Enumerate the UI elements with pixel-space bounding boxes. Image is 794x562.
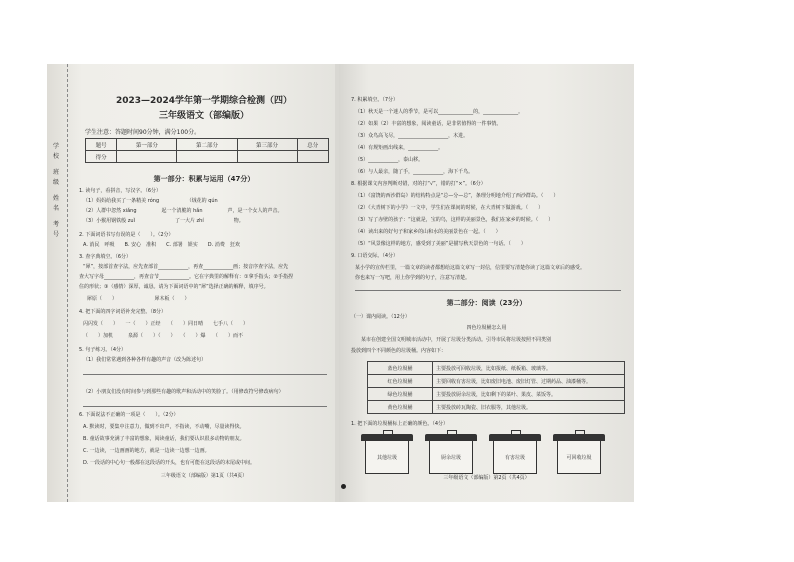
question-line: 查大写字母____________，再查音节____________。它在字典里的解释有：①拿手指头；②手指捏 bbox=[79, 274, 293, 280]
question-line: 8. 根据课文内容判断对错，对的打“√”，错的打“×”。（6分） bbox=[351, 181, 486, 187]
answer-line bbox=[355, 290, 621, 291]
question-line: （3）写了赤壁的孩子：“这就是，宝的鸟，这样的美丽景色，我们在家乡的时候。（ ） bbox=[355, 217, 554, 223]
binding-strip bbox=[47, 64, 73, 502]
page-footer: 三年级语文（部编版）第2页（共4页） bbox=[443, 475, 530, 481]
question-line: 3. 查字典填空。（6分） bbox=[79, 254, 132, 260]
answer-line bbox=[83, 374, 327, 375]
question-line: （5）“风景像这样的地方，感受到了美丽”是描写秋天景色的一句话。（ ） bbox=[355, 241, 526, 247]
score-header: 第三部分 bbox=[237, 139, 297, 151]
binding-label: 名 bbox=[52, 205, 59, 212]
exam-page-2 bbox=[339, 64, 634, 502]
score-cell bbox=[177, 151, 237, 163]
trash-bin-icon bbox=[361, 434, 413, 476]
score-row-label: 得分 bbox=[86, 151, 117, 163]
instructions: 学生注意：答题时间90分钟，满分100分。 bbox=[85, 129, 201, 136]
page-footer: 三年级语文（部编版）第1页（共4页） bbox=[160, 473, 248, 479]
question-line: A. 默读时，要集中注意力，做到不出声，不指读，不动嘴，尽量读得快。 bbox=[83, 424, 245, 430]
question-line: 2. 下面词语书写有误的是（ ）。（2分） bbox=[79, 232, 174, 238]
question-line: C. 一边读，一边画画的地方，就是一边读一边想一边画。 bbox=[83, 448, 210, 454]
question-line: B. 童话故事充满了丰富的想象，阅读童话，我们要认识很多动物的朋友。 bbox=[83, 436, 245, 442]
bin-desc: 主要投放可回收垃圾，比如报纸、纸板箱、玻璃等。 bbox=[433, 362, 625, 375]
passage-line: 某市在创建全国文明城市活动中，开展了垃圾分类活动。引导市民将垃圾按照不同类别 bbox=[361, 337, 552, 343]
exam-title: 2023—2024学年第一学期综合检测（四） bbox=[115, 96, 293, 106]
question-line: 9. 口语交际。（4分） bbox=[351, 253, 399, 259]
bin-label: 有害垃圾 bbox=[504, 455, 525, 461]
table-row bbox=[368, 375, 625, 388]
score-header: 总分 bbox=[297, 139, 328, 151]
binding-label: 姓 bbox=[52, 195, 59, 202]
trash-bin-icon bbox=[425, 434, 477, 476]
table-row bbox=[368, 388, 625, 401]
answer-line bbox=[83, 406, 327, 407]
question-line: （3）小猴用钢铁般 zuǐ 了一大片 zhí 物。 bbox=[83, 218, 244, 224]
bin-name: 红色垃圾桶 bbox=[368, 375, 433, 388]
part2-title: 第二部分：阅读（23分） bbox=[446, 299, 527, 307]
photographed-exam-paper bbox=[47, 64, 634, 502]
trash-bin-icon bbox=[489, 434, 541, 476]
passage-line: 投放到四个不同颜色的垃圾桶。内容如下： bbox=[351, 348, 447, 354]
question-line: （2）《大青树下的小学》一文中，学生们在课间的时候，在大青树下做游戏。（ ） bbox=[355, 205, 544, 211]
exam-page-1 bbox=[47, 64, 335, 502]
question-line: D. 一段话的中心句一般都在这段话的开头，也有可能在这段话的末尾或中间。 bbox=[83, 460, 256, 466]
score-cell bbox=[117, 151, 177, 163]
question-line: 1. 把下面的垃圾桶标上正确的颜色。（4分） bbox=[351, 421, 449, 427]
bin-label: 可回收垃圾 bbox=[566, 455, 592, 461]
exam-subtitle: 三年级语文（部编版） bbox=[158, 111, 249, 121]
bin-name: 绿色垃圾桶 bbox=[368, 388, 433, 401]
bin-desc: 主要回收有害垃圾，比如废旧电池、废旧灯管、过期药品、油漆桶等。 bbox=[433, 375, 625, 388]
binding-label: 班 bbox=[52, 169, 59, 176]
passage-title: 四色垃圾桶怎么用 bbox=[466, 325, 507, 331]
binding-label: 号 bbox=[52, 231, 59, 238]
question-line: 1. 读句子，看拼音，写汉字。（6分） bbox=[79, 188, 162, 194]
question-line: 闪闪发（ ） 一（ ）正经 （ ）同日晴 七手八（ ） bbox=[83, 321, 249, 327]
bins-table bbox=[367, 361, 625, 414]
question-line: 5. 句子练习。（4分） bbox=[79, 347, 127, 353]
question-line: （1）妈妈给我买了一条精美 róng （绒花的 qún bbox=[83, 198, 238, 204]
binding-label: 学 bbox=[52, 143, 59, 150]
question-line: 犀原（ ） 犀木板（ ） bbox=[87, 296, 190, 302]
question-line: （6）与人最亲，随了手，____________，海下千鸟。 bbox=[355, 169, 474, 175]
question-line: （2）人群中忽然 xiǎng 起一个清脆的 hǎn 声，是一个女人的声音。 bbox=[83, 208, 283, 214]
question-line: （2）小朋友们没有时间参与到那些有趣的歌声和活动中的笑脸了。（用修改符号修改病句） bbox=[83, 389, 284, 395]
table-row bbox=[368, 362, 625, 375]
question-line: 4. 把下面的四字词语补充完整。（8分） bbox=[79, 309, 167, 315]
bin-desc: 主要投放厨余垃圾，比如剩下的菜叶、果皮、菜饭等。 bbox=[433, 388, 625, 401]
bin-label: 其他垃圾 bbox=[376, 455, 397, 461]
score-header: 第一部分 bbox=[117, 139, 177, 151]
question-line: 6. 下面说法不正确的一项是（ ）。（2分） bbox=[79, 412, 179, 418]
bin-label: 厨余垃圾 bbox=[440, 455, 461, 461]
question-line: 住的形状；③（感情）深厚，诚恳。请为下面词语中的“犀”选择正确的解释，填序号。 bbox=[79, 284, 269, 290]
score-header: 第二部分 bbox=[177, 139, 237, 151]
score-cell bbox=[297, 151, 328, 163]
question-line: （3）众鸟高飞尽，____________________，木进。 bbox=[355, 133, 469, 139]
question-line: （4）有规矩画出线来，____________。 bbox=[355, 145, 444, 151]
bin-name: 黄色垃圾桶 bbox=[368, 401, 433, 414]
part1-title: 第一部分：积累与运用（47分） bbox=[153, 175, 255, 183]
question-line: 某小学的宣传栏里，一篇文章的读者都想给这篇文章写一封信，信里要写清楚你读了这篇文章后的感受。 bbox=[355, 265, 586, 271]
bin-name: 蓝色垃圾桶 bbox=[368, 362, 433, 375]
score-table bbox=[85, 138, 329, 163]
score-header: 题号 bbox=[86, 139, 117, 151]
question-line: A. 消民 呼吸 B. 安心 准积 C. 部署 娱实 D. 消费 狂欢 bbox=[83, 242, 240, 248]
question-line: （1）我们常常遇到各种各样有趣的声音（改为陈述句） bbox=[83, 357, 207, 363]
trash-bin-icon bbox=[553, 434, 605, 476]
binding-label: 级 bbox=[52, 179, 59, 186]
question-line: （1）《富饶的西沙群岛》的结构特点是“总—分—总”，条理分明地介绍了西沙群岛。（ ） bbox=[355, 193, 559, 199]
binding-hole bbox=[341, 484, 346, 489]
reading-heading: （一）课内阅读。（12分） bbox=[351, 314, 410, 320]
question-line: （1）秋天是一个迷人的季节，是可以______________的，______________。 bbox=[355, 109, 524, 115]
binding-label: 校 bbox=[52, 153, 59, 160]
bin-desc: 主要投放砖瓦陶瓷、旧衣服等，其他垃圾。 bbox=[433, 401, 625, 414]
score-cell bbox=[237, 151, 297, 163]
question-line: （5）____________，泰山移。 bbox=[355, 157, 424, 163]
question-line: （2）如果（2）丰富的想象，阅读童话，是非常值得的一件事情。 bbox=[355, 121, 502, 127]
question-line: （4）读出来的好句子和家乡的山和水的美丽景色在一起。（ ） bbox=[355, 229, 501, 235]
table-row bbox=[368, 401, 625, 414]
question-line: 你也来写一写吧，用上你学到的句子，注意写清楚。 bbox=[355, 275, 471, 281]
question-line: “犀”，按部首查字法，应先查部首____________，再查____________画；按音序查字法，应先 bbox=[83, 264, 289, 270]
question-line: （ ）加机 泉源（ ）（ ） （ ）爆 （ ）而不 bbox=[83, 333, 244, 339]
question-line: 7. 积累填空。（7分） bbox=[351, 97, 399, 103]
binding-label: 考 bbox=[52, 221, 59, 228]
